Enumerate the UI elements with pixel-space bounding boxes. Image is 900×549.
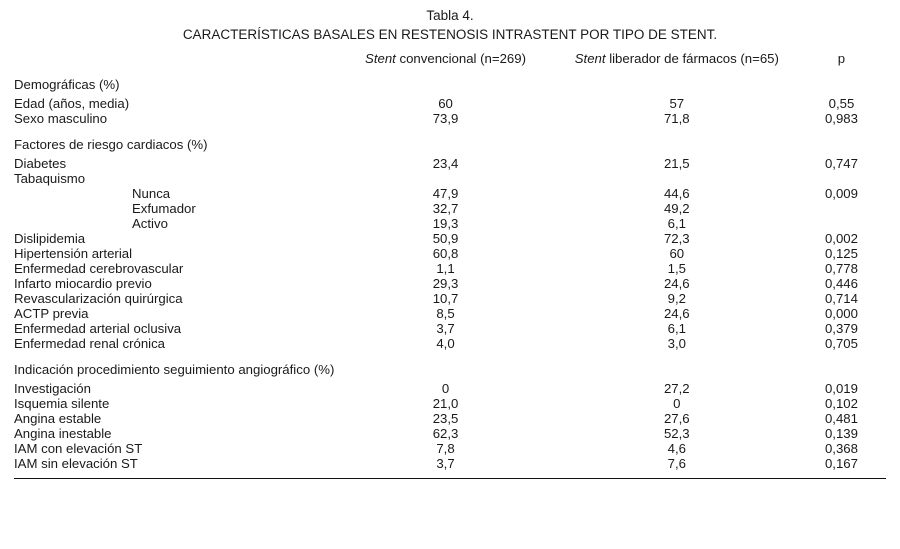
value-stent-drug-eluting: 7,6	[667, 456, 686, 471]
table-section-row	[14, 351, 886, 381]
value-stent-conventional: 62,3	[432, 426, 459, 441]
value-p: 0,714	[824, 291, 858, 306]
value-stent-conventional: 0	[441, 381, 450, 396]
header-row	[14, 51, 886, 66]
table-row	[14, 426, 886, 441]
value-stent-drug-eluting: 44,6	[663, 186, 690, 201]
row-label: Enfermedad arterial oclusiva	[14, 321, 182, 336]
row-sublabel: Exfumador	[132, 201, 196, 216]
value-stent-drug-eluting: 0	[673, 396, 681, 411]
value-p: 0,481	[824, 411, 858, 426]
value-stent-conventional: 10,7	[432, 291, 459, 306]
value-p: 0,747	[824, 156, 858, 171]
value-p	[797, 351, 886, 381]
value-stent-drug-eluting: 52,3	[663, 426, 690, 441]
table-row	[14, 306, 886, 321]
row-label: Edad (años, media)	[14, 96, 130, 111]
table-caption	[14, 6, 886, 44]
value-p: 0,102	[824, 396, 858, 411]
value-stent-conventional: 23,5	[432, 411, 459, 426]
table-row	[14, 411, 886, 426]
column-header-label	[14, 51, 334, 66]
bottom-rule	[14, 471, 886, 479]
value-stent-drug-eluting: 72,3	[663, 231, 690, 246]
value-stent-drug-eluting: 6,1	[667, 321, 686, 336]
row-label: Angina inestable	[14, 426, 112, 441]
value-p: 0,000	[824, 306, 858, 321]
value-stent-conventional: 1,1	[436, 261, 455, 276]
value-p: 0,705	[824, 336, 858, 351]
value-stent-conventional: 21,0	[432, 396, 459, 411]
value-stent-conventional	[334, 351, 556, 381]
table-footer	[14, 471, 886, 479]
value-p	[797, 126, 886, 156]
row-label: Diabetes	[14, 156, 67, 171]
value-stent-drug-eluting: 71,8	[663, 111, 690, 126]
row-label: Isquemia silente	[14, 396, 110, 411]
value-stent-drug-eluting	[557, 351, 797, 381]
row-label: Indicación procedimiento seguimiento angiográfico (%)	[14, 362, 335, 377]
table-body	[14, 66, 886, 471]
table-row	[14, 456, 886, 471]
row-label: Dislipidemia	[14, 231, 86, 246]
value-p: 0,125	[824, 246, 858, 261]
table-row	[14, 381, 886, 396]
row-sublabel: Activo	[132, 216, 168, 231]
column-header-stent-drug-eluting	[557, 51, 797, 66]
value-stent-conventional: 50,9	[432, 231, 459, 246]
value-stent-drug-eluting: 3,0	[667, 336, 686, 351]
value-stent-drug-eluting: 21,5	[663, 156, 690, 171]
value-p: 0,009	[824, 186, 858, 201]
value-p	[797, 171, 886, 186]
table-row	[14, 171, 886, 186]
row-sublabel: Nunca	[132, 186, 171, 201]
row-label: Sexo masculino	[14, 111, 108, 126]
value-stent-conventional: 3,7	[436, 456, 455, 471]
row-label: Enfermedad cerebrovascular	[14, 261, 184, 276]
value-stent-conventional	[334, 126, 556, 156]
value-stent-conventional: 3,7	[436, 321, 455, 336]
row-label: Enfermedad renal crónica	[14, 336, 166, 351]
row-label	[14, 201, 334, 216]
table-row	[14, 111, 886, 126]
table-row	[14, 246, 886, 261]
value-p: 0,167	[824, 456, 858, 471]
value-p	[797, 216, 886, 231]
value-p: 0,019	[824, 381, 858, 396]
value-stent-drug-eluting	[557, 126, 797, 156]
stent-italic-word: Stent	[365, 51, 396, 66]
table-row	[14, 156, 886, 171]
value-p: 0,446	[824, 276, 858, 291]
row-label: Revascularización quirúrgica	[14, 291, 183, 306]
row-label: Factores de riesgo cardiacos (%)	[14, 137, 208, 152]
value-stent-drug-eluting: 24,6	[663, 306, 690, 321]
table-row	[14, 291, 886, 306]
value-stent-drug-eluting: 27,2	[663, 381, 690, 396]
table-section-row	[14, 66, 886, 96]
stent-drug-rest: liberador de fármacos (n=65)	[605, 51, 779, 66]
value-p	[797, 66, 886, 96]
table-header	[14, 51, 886, 66]
value-stent-drug-eluting: 1,5	[667, 261, 686, 276]
table-section-row	[14, 126, 886, 156]
value-stent-conventional: 29,3	[432, 276, 459, 291]
value-stent-drug-eluting: 6,1	[667, 216, 686, 231]
table-row	[14, 231, 886, 246]
table-number: Tabla 4.	[426, 8, 474, 23]
value-stent-conventional: 19,3	[432, 216, 459, 231]
table-row	[14, 276, 886, 291]
value-stent-conventional: 73,9	[432, 111, 459, 126]
value-stent-conventional: 60	[438, 96, 453, 111]
table-row	[14, 441, 886, 456]
value-stent-conventional: 7,8	[436, 441, 455, 456]
stent-italic-word-2: Stent	[574, 51, 606, 66]
row-label: Tabaquismo	[14, 171, 86, 186]
table-row	[14, 186, 886, 201]
value-stent-conventional	[334, 171, 556, 186]
value-p: 0,778	[824, 261, 858, 276]
value-stent-drug-eluting: 4,6	[667, 441, 686, 456]
value-p: 0,368	[824, 441, 858, 456]
value-stent-drug-eluting	[557, 66, 797, 96]
value-p: 0,983	[824, 111, 858, 126]
column-header-p: p	[837, 51, 846, 66]
table-title: CARACTERÍSTICAS BASALES EN RESTENOSIS INTRASTENT POR TIPO DE STENT.	[182, 27, 718, 42]
value-stent-conventional: 23,4	[432, 156, 459, 171]
value-p: 0,002	[824, 231, 858, 246]
value-p	[797, 201, 886, 216]
value-p: 0,379	[824, 321, 858, 336]
table-row	[14, 261, 886, 276]
value-stent-drug-eluting: 24,6	[663, 276, 690, 291]
table-row	[14, 321, 886, 336]
row-label: Angina estable	[14, 411, 102, 426]
value-stent-conventional: 8,5	[436, 306, 455, 321]
value-stent-conventional: 47,9	[432, 186, 459, 201]
value-stent-conventional: 32,7	[432, 201, 459, 216]
table-row	[14, 96, 886, 111]
table-row	[14, 201, 886, 216]
row-label: ACTP previa	[14, 306, 89, 321]
value-p: 0,55	[828, 96, 855, 111]
baseline-characteristics-table	[14, 51, 886, 479]
row-label: Infarto miocardio previo	[14, 276, 152, 291]
value-stent-conventional: 4,0	[436, 336, 455, 351]
column-header-stent-conventional	[334, 51, 556, 66]
value-stent-drug-eluting: 49,2	[663, 201, 690, 216]
value-stent-drug-eluting: 27,6	[663, 411, 690, 426]
value-stent-drug-eluting: 57	[669, 96, 685, 111]
value-stent-drug-eluting: 60	[669, 246, 685, 261]
row-label: IAM con elevación ST	[14, 441, 143, 456]
value-stent-conventional	[334, 66, 556, 96]
value-p: 0,139	[824, 426, 858, 441]
value-stent-drug-eluting	[557, 171, 797, 186]
table-row	[14, 396, 886, 411]
row-label: Hipertensión arterial	[14, 246, 133, 261]
value-stent-conventional: 60,8	[432, 246, 459, 261]
row-label: Investigación	[14, 381, 91, 396]
row-label	[14, 186, 334, 201]
row-label	[14, 216, 334, 231]
row-label: Demográficas (%)	[14, 77, 120, 92]
row-label: IAM sin elevación ST	[14, 456, 138, 471]
table-row	[14, 336, 886, 351]
value-stent-drug-eluting: 9,2	[667, 291, 686, 306]
stent-conventional-rest: convencional (n=269)	[395, 51, 526, 66]
table-row	[14, 216, 886, 231]
